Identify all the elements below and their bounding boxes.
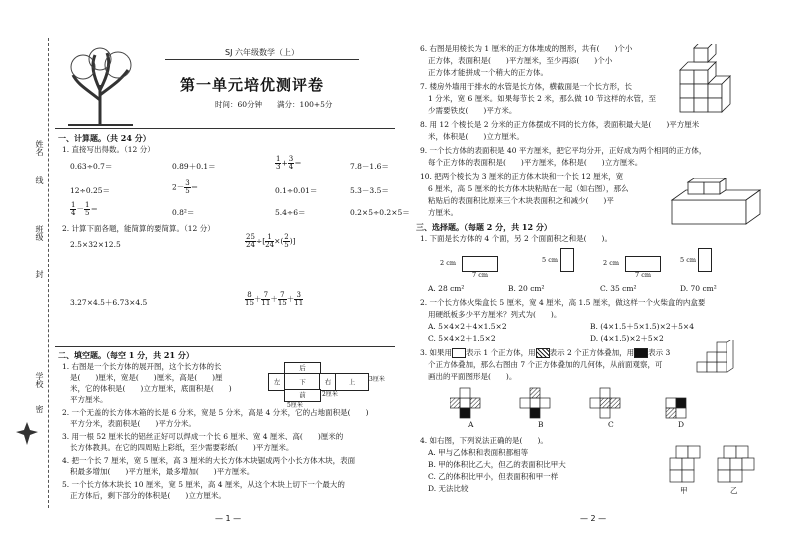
glued-blocks-figure — [668, 178, 768, 226]
fill-q5-line2: 正方体后，剩下部分的体积是( )立方厘米。 — [70, 491, 226, 500]
fill-q7-line1: 7. 楼房外墙用于排水的水管是长方体，横截面是一个长方形，长 — [420, 82, 633, 91]
choice-q3-opt-b[interactable]: B — [538, 420, 544, 429]
calc-3: $\frac{1}{3}$ + $\frac{3}{4}$ ＝ — [276, 155, 302, 171]
fill-q1-line1: 1. 右图是一个长方体的展开图，这个长方体的长 — [62, 362, 222, 371]
binding-margin — [0, 0, 50, 541]
fraction: $\frac{1}{3}$ — [276, 155, 281, 171]
fill-q6-line3: 正方体才能拼成一个稍大的正方体。 — [428, 68, 548, 77]
series-label: SJ 六年级数学（上） — [225, 48, 299, 57]
choice-q2-opt-a[interactable]: A. 5×4×2＋4×1.5×2 — [428, 322, 507, 331]
figure-label-jia: 甲 — [680, 486, 688, 495]
margin-label-feng: 封 — [35, 270, 44, 278]
mascot-icon — [12, 418, 42, 448]
face-b — [560, 248, 574, 272]
section2-rule — [55, 346, 395, 347]
choice-q4-opt-a[interactable]: A. 甲与乙体积和表面积都相等 — [428, 448, 529, 457]
calc-10: 0.8²＝ — [172, 208, 195, 217]
calc-big-3: 3.27×4.5＋6.73×4.5 — [70, 298, 148, 307]
choice-q2-line2: 用硬纸板多少平方厘米？列式为( )。 — [428, 310, 562, 319]
double-cube-symbol — [536, 348, 550, 358]
section2-heading: 二、填空题。（每空 1 分，共 21 分） — [58, 350, 194, 360]
choice-q3-line1: 3. 如果用 表示 1 个正方体，用 表示 2 个正方体叠加，用 表示 3 — [420, 348, 671, 357]
calc-5: 12÷0.25＝ — [70, 186, 111, 195]
cube-stack-figure — [678, 44, 740, 114]
calc-11: 5.4÷6＝ — [275, 208, 306, 217]
section1-heading: 一、计算题。（共 24 分） — [58, 133, 151, 143]
fill-q1-line2: 是( )厘米，宽是( )厘米，高是( )厘 — [70, 373, 223, 382]
fraction: $\frac{25}{24}$ — [246, 233, 255, 249]
choice-q3-opt-a[interactable]: A — [468, 420, 474, 429]
fill-q10-line2: 6 厘米，高 5 厘米的长方体木块粘贴在一起（如右图），那么 — [428, 184, 629, 193]
figure-label-yi: 乙 — [730, 486, 738, 495]
fill-q5-line1: 5. 一个长方体木块长 10 厘米，宽 5 厘米，高 4 厘米，从这个木块上切下一个最大的 — [62, 480, 345, 489]
net-dim-height: 3厘米 — [369, 376, 385, 383]
fraction: $\frac{3}{5}$ — [185, 179, 190, 195]
tree-icon — [63, 45, 138, 127]
choice-q2-opt-d[interactable]: D. (4×1.5)×2＋5×2 — [590, 334, 664, 343]
fill-q8-line2: 米，体积是( )立方厘米。 — [428, 132, 524, 141]
choice-q3-opt-c[interactable]: C — [608, 420, 614, 429]
fill-q6-line1: 6. 右图是用棱长为 1 厘米的正方体堆成的图形，共有( )个小 — [420, 44, 633, 53]
fraction: $\frac{7}{15}$ — [277, 291, 287, 307]
page-number-2: — 2 — — [580, 514, 607, 523]
calc-1: 0.63÷0.7＝ — [70, 162, 113, 171]
calc-8: 5.3－3.5＝ — [350, 186, 389, 195]
page-number-1: — 1 — — [215, 514, 242, 523]
calc-6: 2－ $\frac{3}{5}$ ＝ — [172, 179, 199, 195]
fill-q3-line1: 3. 用一根 52 厘米长的铝丝正好可以焊成一个长 6 厘米、宽 4 厘米、高( )厘米的 — [62, 432, 344, 441]
face-a — [462, 256, 498, 272]
fill-q10-line4: 方厘米。 — [428, 208, 458, 217]
net-dim-length: 5厘米 — [287, 402, 303, 409]
net-face-front: 前 — [284, 389, 321, 402]
fill-q10-line1: 10. 把两个棱长为 3 厘米的正方体木块和一个长 12 厘米，宽 — [420, 172, 624, 181]
choice-q1-opt-a[interactable]: A. 28 cm² — [428, 284, 465, 293]
section3-heading: 三、选择题。（每题 2 分，共 12 分） — [416, 222, 552, 232]
calc-4: 7.8－1.6＝ — [350, 162, 389, 171]
calc-2: 0.89＋0.1＝ — [172, 162, 216, 171]
fill-q7-line3: 少需要铁皮( )平方米。 — [428, 106, 517, 115]
net-face-back: 后 — [284, 362, 321, 375]
page-title: 第一单元培优测评卷 — [180, 76, 325, 94]
calc-7: 0.1÷0.01＝ — [275, 186, 318, 195]
face-c-w: 7 cm — [635, 271, 652, 279]
face-b-h: 5 cm — [542, 256, 559, 264]
choice-q4: 4. 如右图，下列说法正确的是( )。 — [420, 436, 548, 445]
single-cube-symbol — [452, 348, 466, 358]
fill-q2-line1: 2. 一个无盖的长方体木箱的长是 6 分米，宽是 5 分米，高是 4 分米，它的占地面积是( ) — [62, 408, 369, 417]
fraction: $\frac{8}{15}$ — [245, 291, 254, 307]
margin-label-class: 班级 — [35, 225, 44, 241]
face-d-h: 5 cm — [680, 256, 697, 264]
face-a-w: 7 cm — [472, 271, 489, 279]
fill-q9-line1: 9. 一个长方体的表面积是 40 平方厘米，把它平均分开，正好成为两个相同的正方体， — [420, 146, 707, 155]
fill-q4-line1: 4. 把一个长 7 厘米，宽 5 厘米，高 3 厘米的大长方体木块锯成两个小长方体木块，表面 — [62, 456, 356, 465]
net-face-left: 左 — [268, 373, 286, 391]
s1-q1: 1. 直接写出得数。（12 分） — [62, 145, 155, 154]
margin-label-mi: 密 — [35, 405, 44, 413]
view-options-figure — [450, 386, 710, 432]
face-d — [698, 248, 712, 272]
choice-q4-opt-b[interactable]: B. 甲的体积比乙大，但乙的表面积比甲大 — [428, 460, 566, 469]
choice-q1: 1. 下面是长方体的 4 个面，另 2 个面面积之和是( )。 — [420, 234, 612, 243]
choice-q4-opt-c[interactable]: C. 乙的体积比甲小，但表面积和甲一样 — [428, 472, 559, 481]
choice-q1-opt-c[interactable]: C. 35 cm² — [600, 284, 637, 293]
choice-q1-opt-d[interactable]: D. 70 cm² — [680, 284, 717, 293]
fraction: $\frac{7}{11}$ — [261, 291, 271, 307]
fraction: $\frac{1}{24}$ — [265, 233, 275, 249]
fill-q7-line2: 1 分米，宽 6 厘米。如果每节长 2 米，那么做 10 节这样的水管，至 — [428, 94, 657, 103]
margin-label-name: 姓名 — [35, 140, 44, 156]
face-c-h: 2 cm — [603, 259, 620, 267]
calc-12: 0.2×5÷0.2×5＝ — [350, 208, 410, 217]
header-rule — [55, 128, 395, 129]
fill-q9-line2: 每个正方体的表面积是( )平方厘米，体积是( )立方厘米。 — [428, 158, 643, 167]
s1-q2: 2. 计算下面各题，能简算的要简算。（12 分） — [62, 224, 215, 233]
fill-q1-line4: 平方厘米。 — [70, 395, 108, 404]
choice-q2-line1: 2. 一个长方体火柴盒长 5 厘米，宽 4 厘米，高 1.5 厘米，做这样一个火柴盒的内盒要 — [420, 298, 706, 307]
choice-q1-opt-b[interactable]: B. 20 cm² — [508, 284, 545, 293]
fill-q6-line2: 正方体，表面积是( )平方厘米，至少再添( )个小 — [428, 56, 613, 65]
fraction: $\frac{1}{5}$ — [84, 201, 90, 217]
choice-q2-opt-c[interactable]: C. 5×4×2＋1.5×2 — [428, 334, 496, 343]
choice-q2-opt-b[interactable]: B. (4×1.5＋5×1.5)×2＋5×4 — [590, 322, 694, 331]
fill-q3-line2: 长方体教具。在它的四周贴上彩纸，至少需要彩纸( )平方厘米。 — [70, 443, 294, 452]
calc-big-4: $\frac{8}{15}$ ＋ $\frac{7}{11}$ ＋ $\frac{7}{15}$ ＋ $\frac{3}{11}$ — [245, 291, 304, 307]
binding-line — [48, 38, 49, 508]
face-c — [625, 256, 661, 272]
calc-big-2: $\frac{25}{24}$ ÷[ $\frac{1}{24}$ ×( $\frac{2}{5}$ )] — [246, 233, 296, 249]
triple-cube-symbol — [634, 348, 648, 358]
calc-9: $\frac{1}{4}$ － $\frac{1}{5}$ ＝ — [71, 201, 98, 217]
choice-q3-opt-d[interactable]: D — [678, 420, 685, 429]
fill-q10-line3: 粘贴后的表面积比原来三个木块表面积之和减少( )平 — [428, 196, 614, 205]
fill-q8-line1: 8. 用 12 个棱长是 2 分米的正方体摆成不同的长方体，表面积最大是( )平方厘米 — [420, 120, 700, 129]
fill-q1-line3: 米，它的体积是( )立方厘米，底面积是( ) — [70, 384, 232, 393]
margin-label-xian: 线 — [35, 176, 44, 184]
face-a-h: 2 cm — [440, 259, 457, 267]
choice-q3-line2: 个正方体叠加，那么右图由 7 个正方体叠加的几何体，从前面观察，可 — [428, 360, 663, 369]
choice-q4-opt-d[interactable]: D. 无法比较 — [428, 484, 469, 493]
fill-q2-line2: 平方分米，表面积是( )平方分米。 — [70, 419, 196, 428]
fraction: $\frac{2}{5}$ — [284, 233, 289, 249]
net-face-top: 上 — [335, 373, 369, 391]
fill-q4-line2: 积最多增加( )平方厘米，最多增加( )平方厘米。 — [70, 467, 255, 476]
stacked-cubes-figure — [695, 340, 737, 380]
net-face-right: 右 — [319, 373, 337, 391]
calc-big-1: 2.5×32×12.5 — [70, 240, 121, 249]
margin-label-school: 学校 — [35, 372, 44, 388]
choice-q3-line3: 画出的平面图形是( )。 — [428, 372, 517, 381]
fraction: $\frac{3}{11}$ — [294, 291, 304, 307]
exam-info: 时间：60分钟 满分：100+5分 — [215, 100, 333, 109]
fraction: $\frac{3}{4}$ — [288, 155, 294, 171]
net-dim-width: 2厘米 — [322, 391, 338, 398]
fraction: $\frac{1}{4}$ — [71, 201, 76, 217]
net-face-bottom: 下 — [284, 373, 321, 391]
